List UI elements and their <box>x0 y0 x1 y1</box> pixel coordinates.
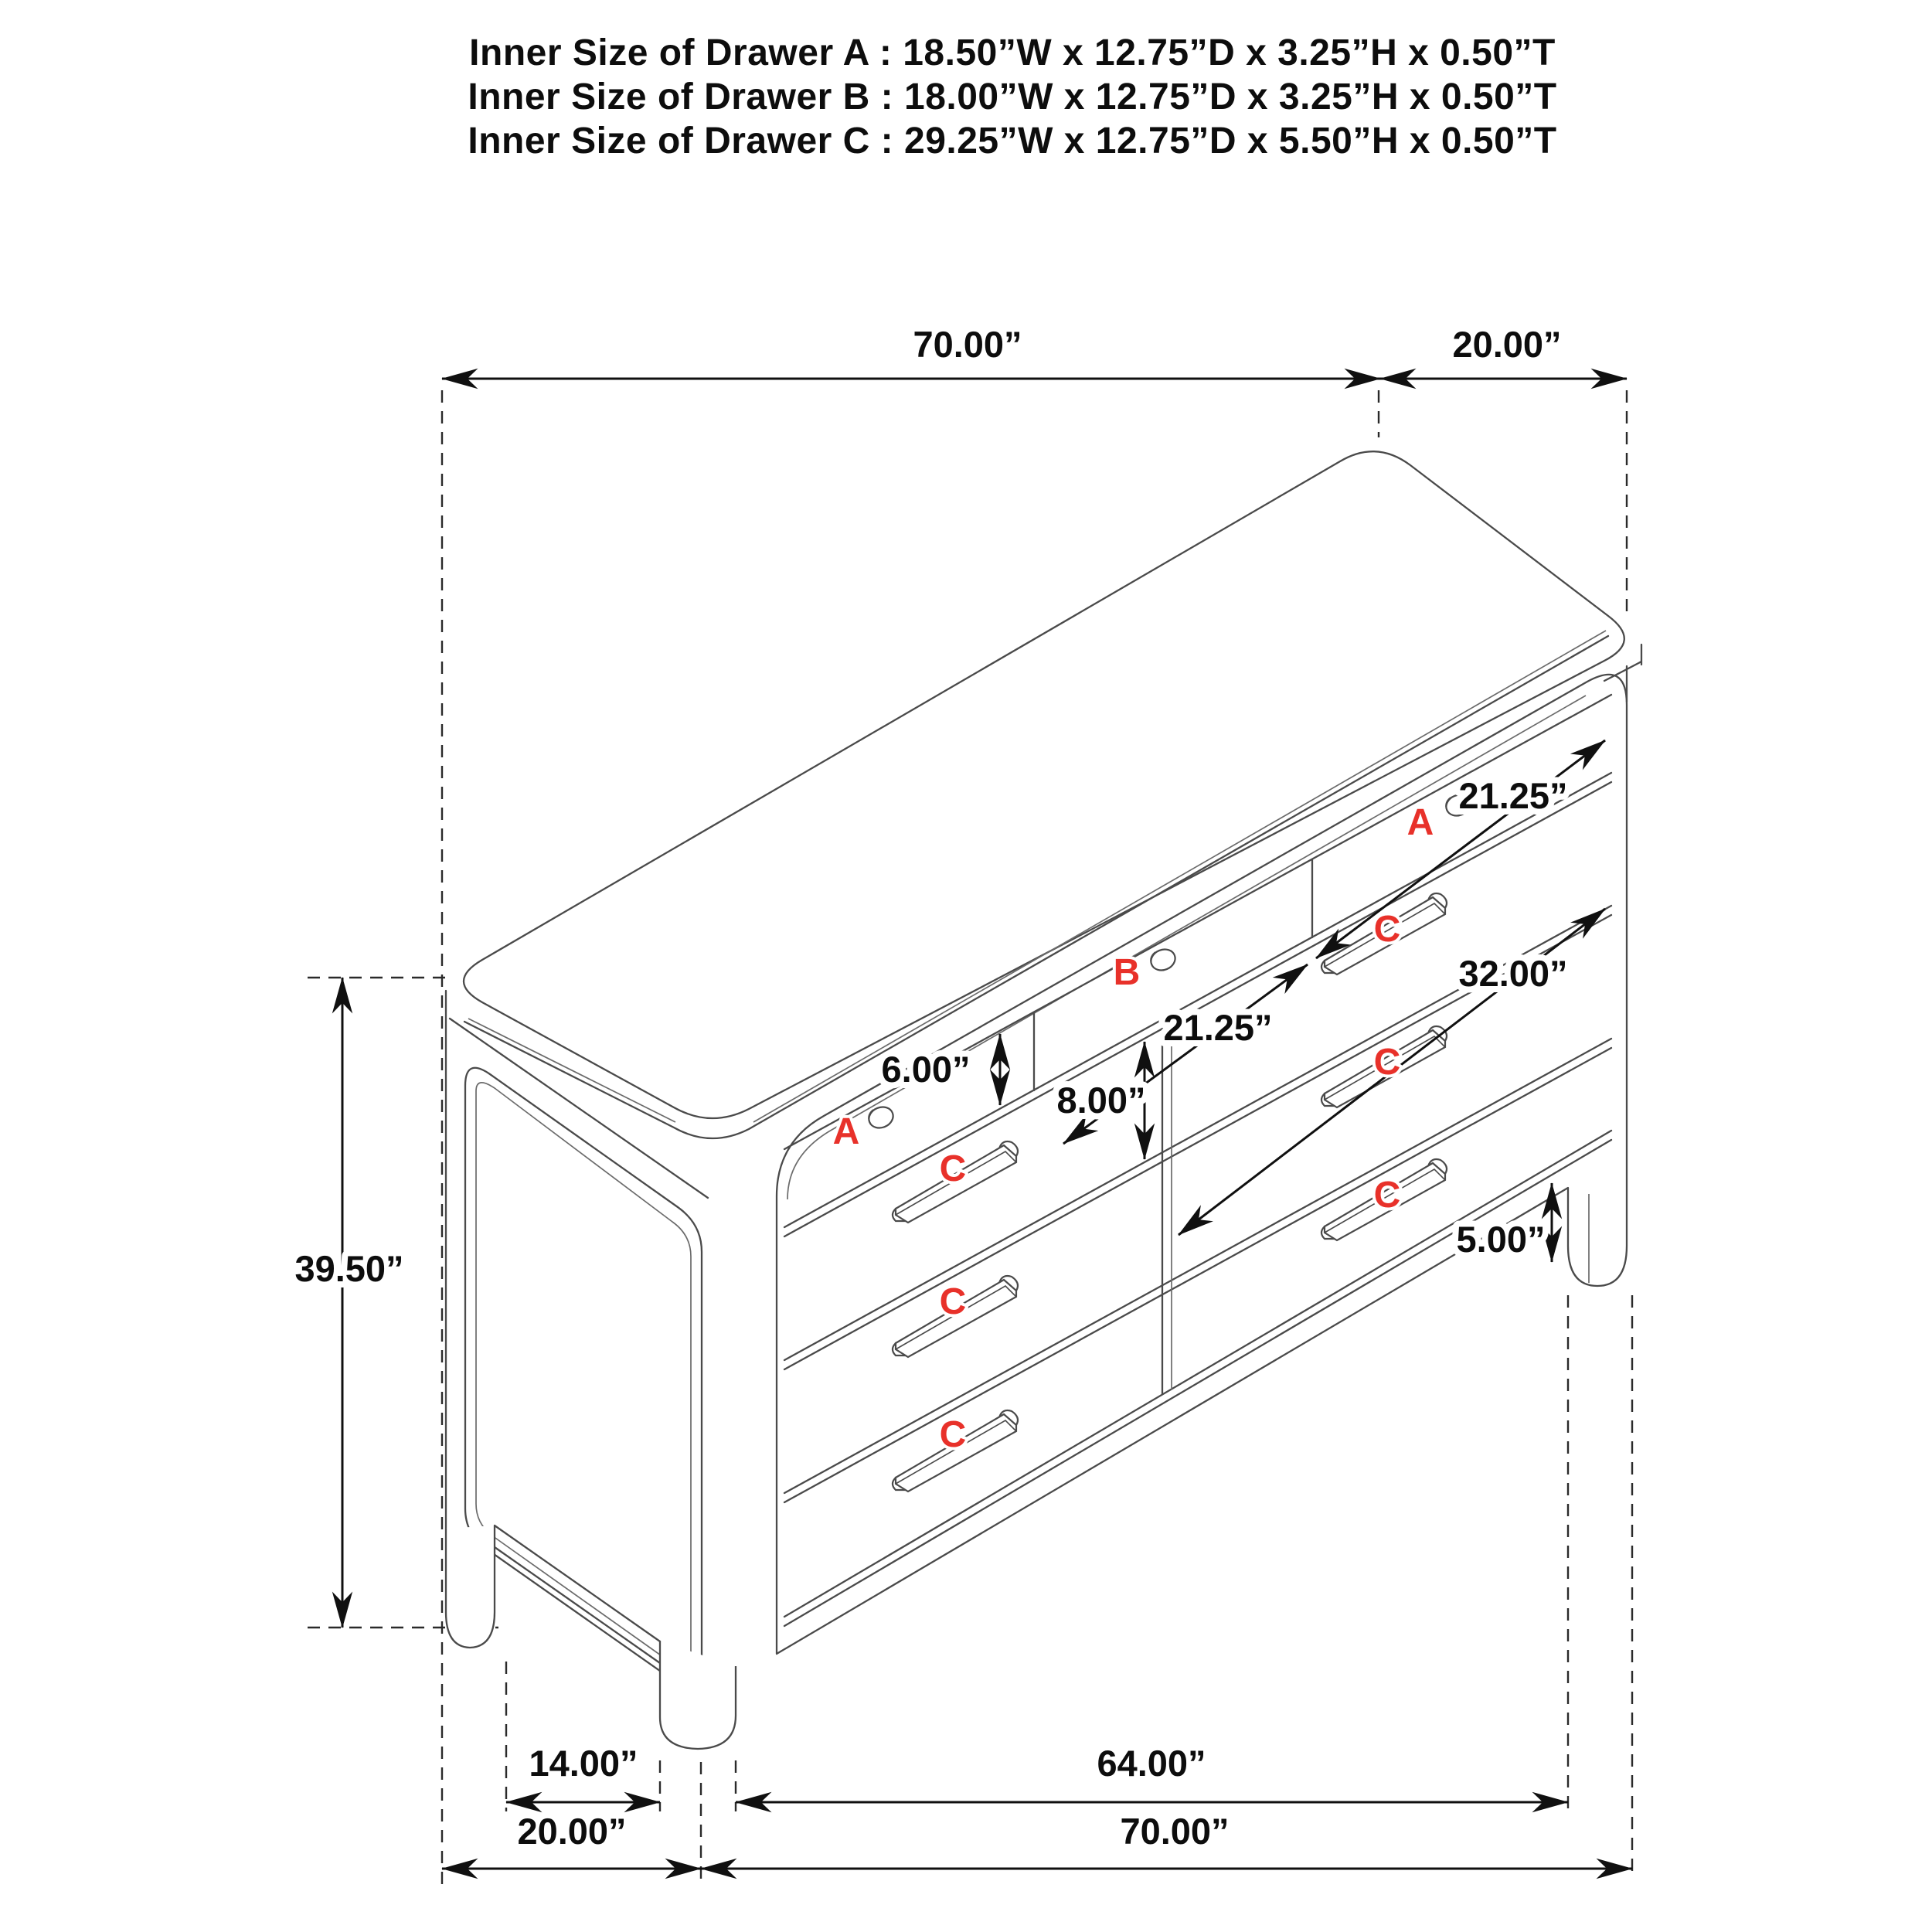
rear-left-leg <box>446 1526 495 1648</box>
top-depth-label: 20.00” <box>1452 324 1562 365</box>
dashed-guide-lines <box>308 390 1632 1886</box>
drawer-b-width-label: 21.25” <box>1163 1007 1273 1048</box>
dresser-structure <box>446 451 1641 1749</box>
bottom-width-label: 70.00” <box>1120 1811 1230 1852</box>
drawer-c-width-label: 32.00” <box>1458 953 1568 994</box>
drawer-a-inner-size: Inner Size of Drawer A : 18.50”W x 12.75”D x 3.25”H x 0.50”T <box>469 32 1556 73</box>
drawer-a-left-letter: A <box>832 1111 860 1152</box>
drawer-a-right-letter: A <box>1406 802 1434 843</box>
drawer-c-letter: C <box>939 1414 967 1455</box>
drawer-c-letter: C <box>1373 909 1401 950</box>
drawer-c-inner-size: Inner Size of Drawer C : 29.25”W x 12.75”D x 5.50”H x 0.50”T <box>468 121 1557 162</box>
drawer-c-letter: C <box>939 1148 967 1189</box>
drawer-b-knob <box>1148 946 1178 974</box>
drawer-b-letter: B <box>1113 952 1141 993</box>
drawer-c-letter: C <box>939 1281 967 1322</box>
drawer-c-letter: C <box>1373 1175 1401 1216</box>
overall-height-label: 39.50” <box>294 1248 404 1289</box>
bottom-depth-label: 20.00” <box>517 1811 627 1852</box>
base-clearance-label: 5.00” <box>1456 1219 1546 1260</box>
leg-inset-depth-label: 14.00” <box>529 1743 638 1784</box>
drawer-c-height-label: 8.00” <box>1056 1080 1146 1121</box>
top-width-label: 70.00” <box>913 324 1022 365</box>
front-left-leg <box>660 1641 736 1749</box>
drawer-letter-labels <box>833 802 1434 1455</box>
drawer-b-inner-size: Inner Size of Drawer B : 18.00”W x 12.75”D x 3.25”H x 0.50”T <box>468 77 1557 117</box>
dresser-top-slab-edge <box>446 636 1641 1138</box>
dresser-top-surface <box>464 451 1624 1118</box>
drawer-c-letter: C <box>1373 1042 1401 1083</box>
drawer-a-height-label: 6.00” <box>881 1049 971 1090</box>
dimension-lines <box>342 379 1632 1869</box>
front-leg-span-label: 64.00” <box>1097 1743 1206 1784</box>
drawer-a-width-label: 21.25” <box>1458 775 1568 816</box>
